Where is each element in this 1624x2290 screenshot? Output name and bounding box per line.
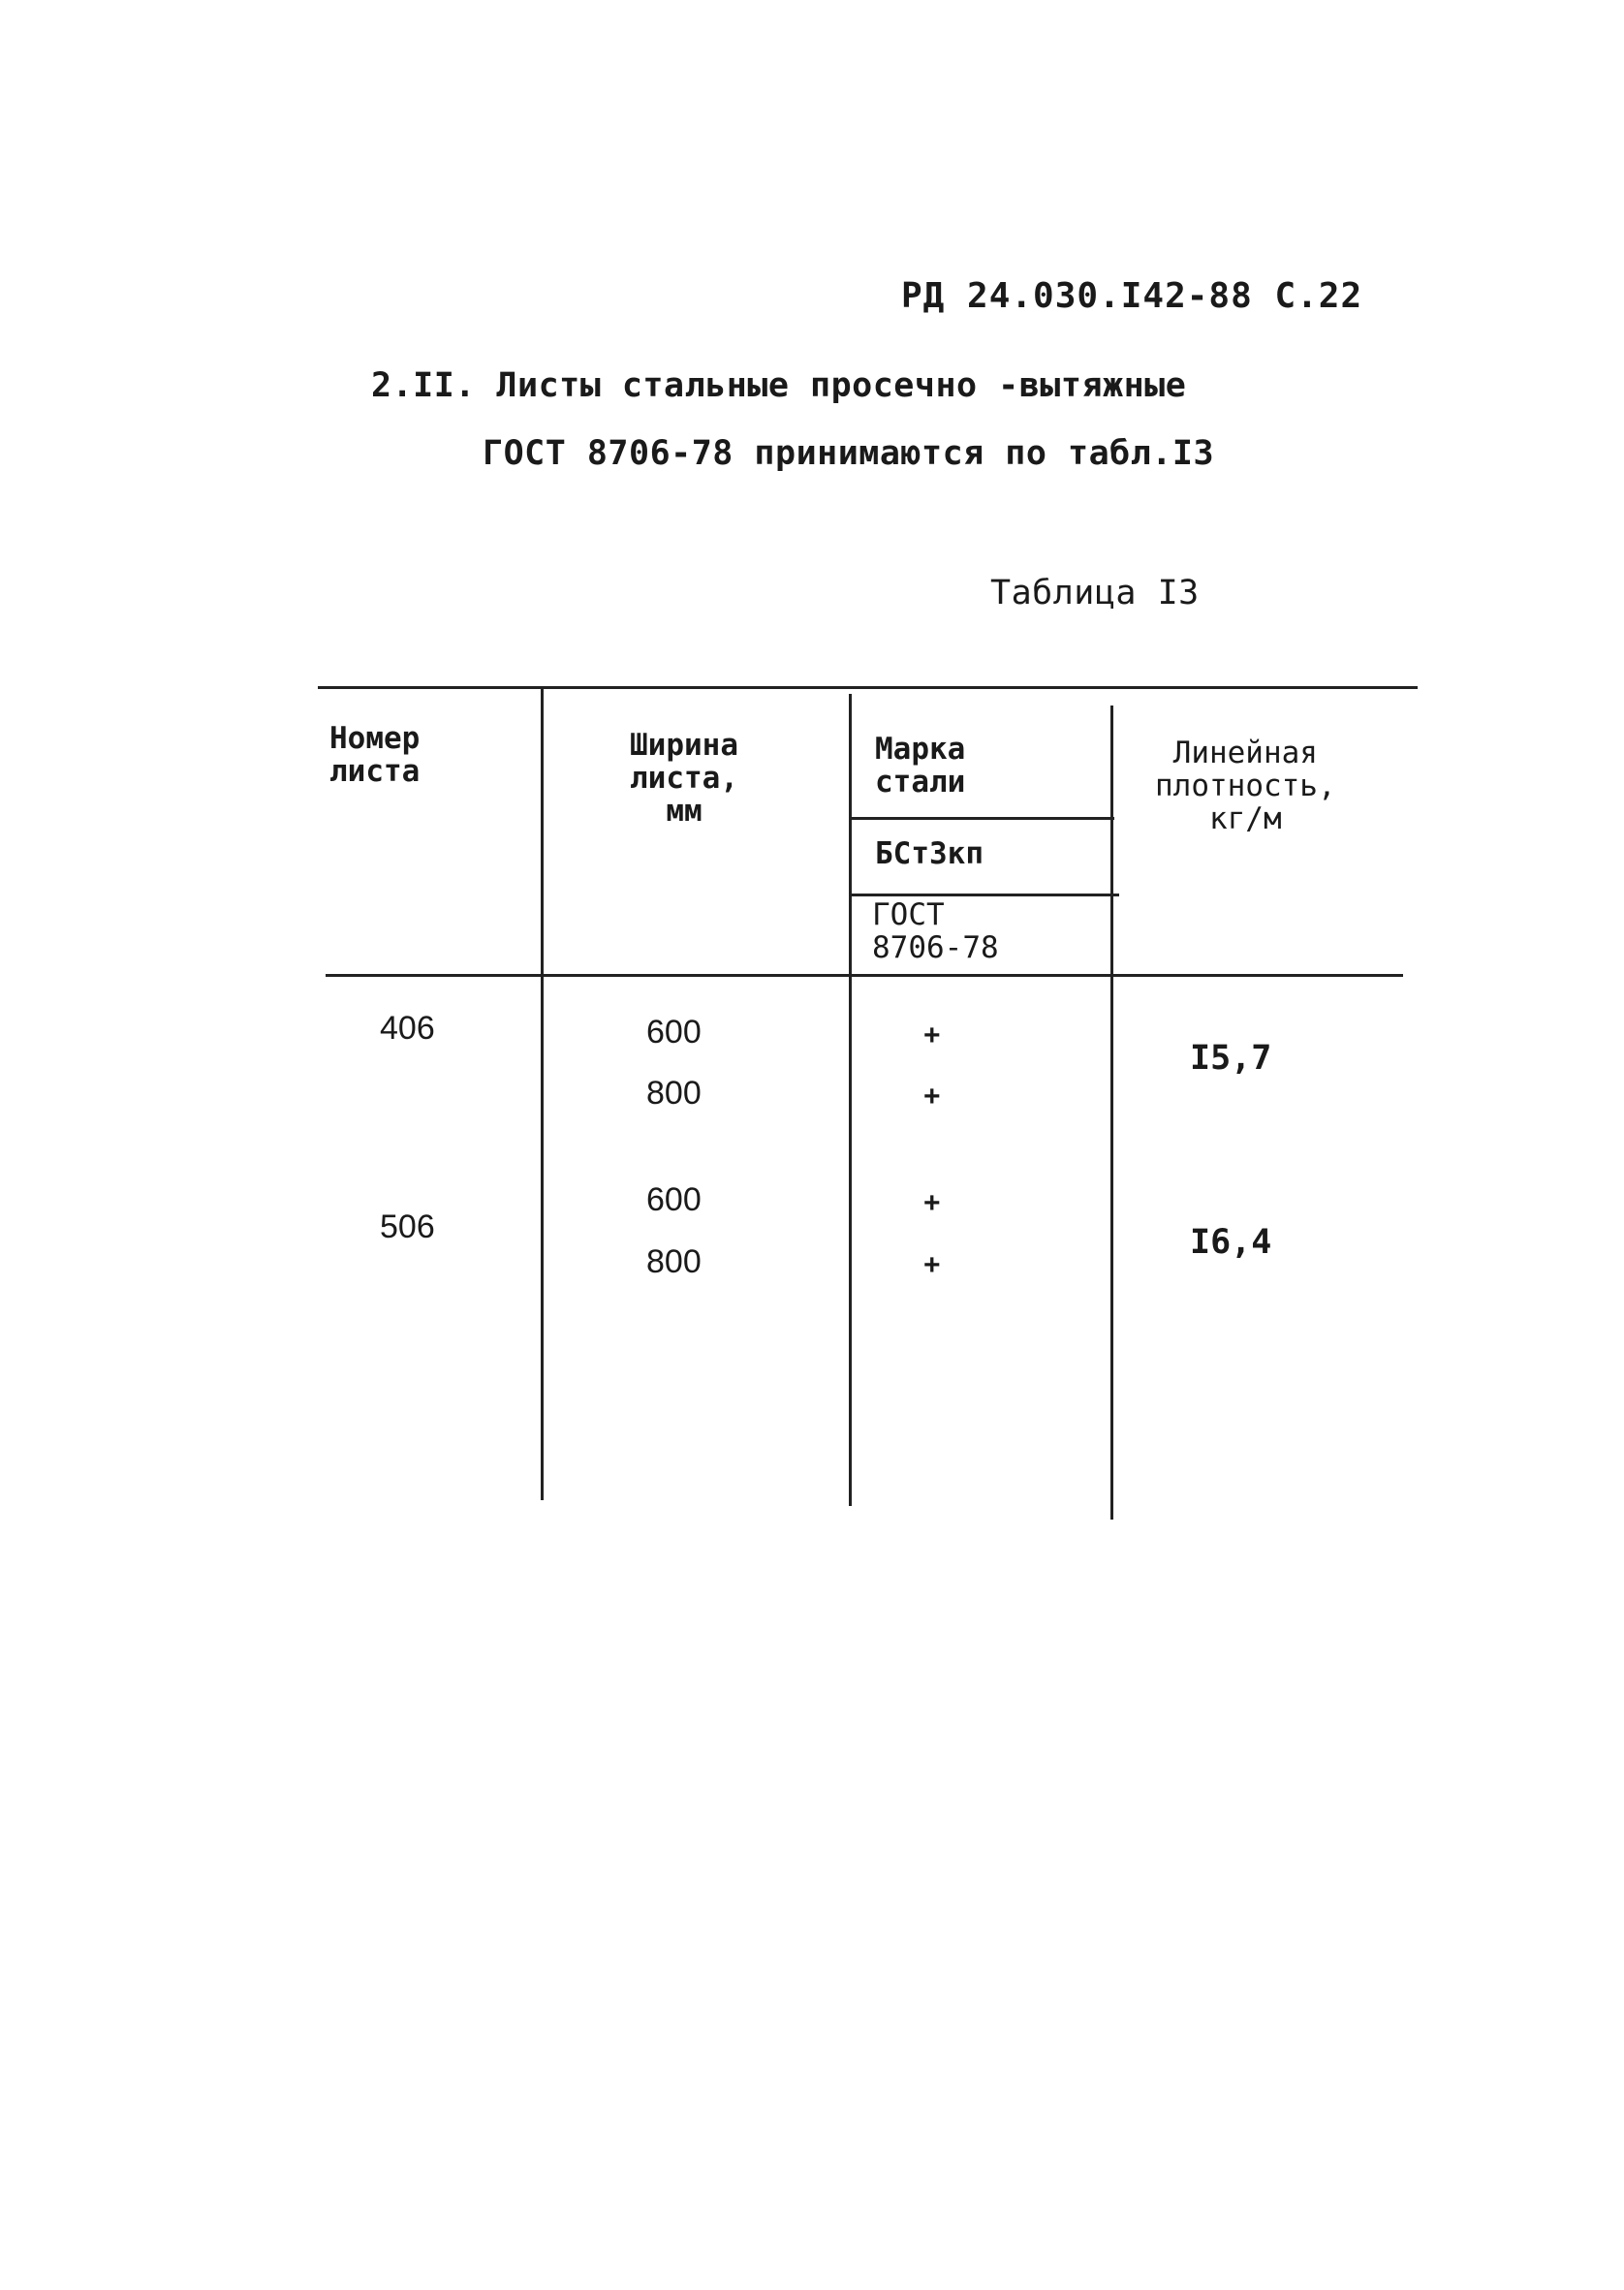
section-title-line-1: 2.II. Листы стальные просечно -вытяжные [371,366,1187,405]
header-sheet-width: Ширина листа, мм [630,728,738,829]
header-linear-density: Линейная плотность, кг/м [1155,736,1336,836]
standard-divider [851,894,1119,896]
document-code: РД 24.030.I42-88 С.22 [901,276,1363,316]
column-divider-3 [1110,706,1113,1520]
sheet-width-cell: 800 [646,1243,702,1280]
sheet-number-cell: 406 [380,1010,435,1047]
column-divider-1 [541,688,544,1500]
header-steel-grade: Марка стали [875,732,966,800]
header-steel-grade-value: БСт3кп [875,836,984,871]
sheet-width-cell: 600 [646,1181,702,1218]
steel-grade-mark: + [923,1249,941,1281]
steel-grade-mark: + [923,1187,941,1219]
table-caption: Таблица I3 [990,574,1200,612]
steel-grade-mark: + [923,1020,941,1051]
column-divider-2 [849,694,852,1506]
linear-density-cell: I6,4 [1190,1223,1272,1262]
linear-density-cell: I5,7 [1190,1039,1272,1078]
header-bottom-rule [326,974,1403,977]
sheet-width-cell: 800 [646,1075,702,1112]
section-title-line-2: ГОСТ 8706-78 принимаются по табл.I3 [483,434,1215,473]
steel-grade-divider [851,817,1114,820]
header-sheet-number: Номер листа [329,721,421,789]
sheet-width-cell: 600 [646,1014,702,1051]
table-top-rule [318,686,1418,689]
steel-grade-mark: + [923,1081,941,1113]
sheet-number-cell: 506 [380,1208,435,1245]
header-standard: ГОСТ 8706-78 [872,897,999,965]
